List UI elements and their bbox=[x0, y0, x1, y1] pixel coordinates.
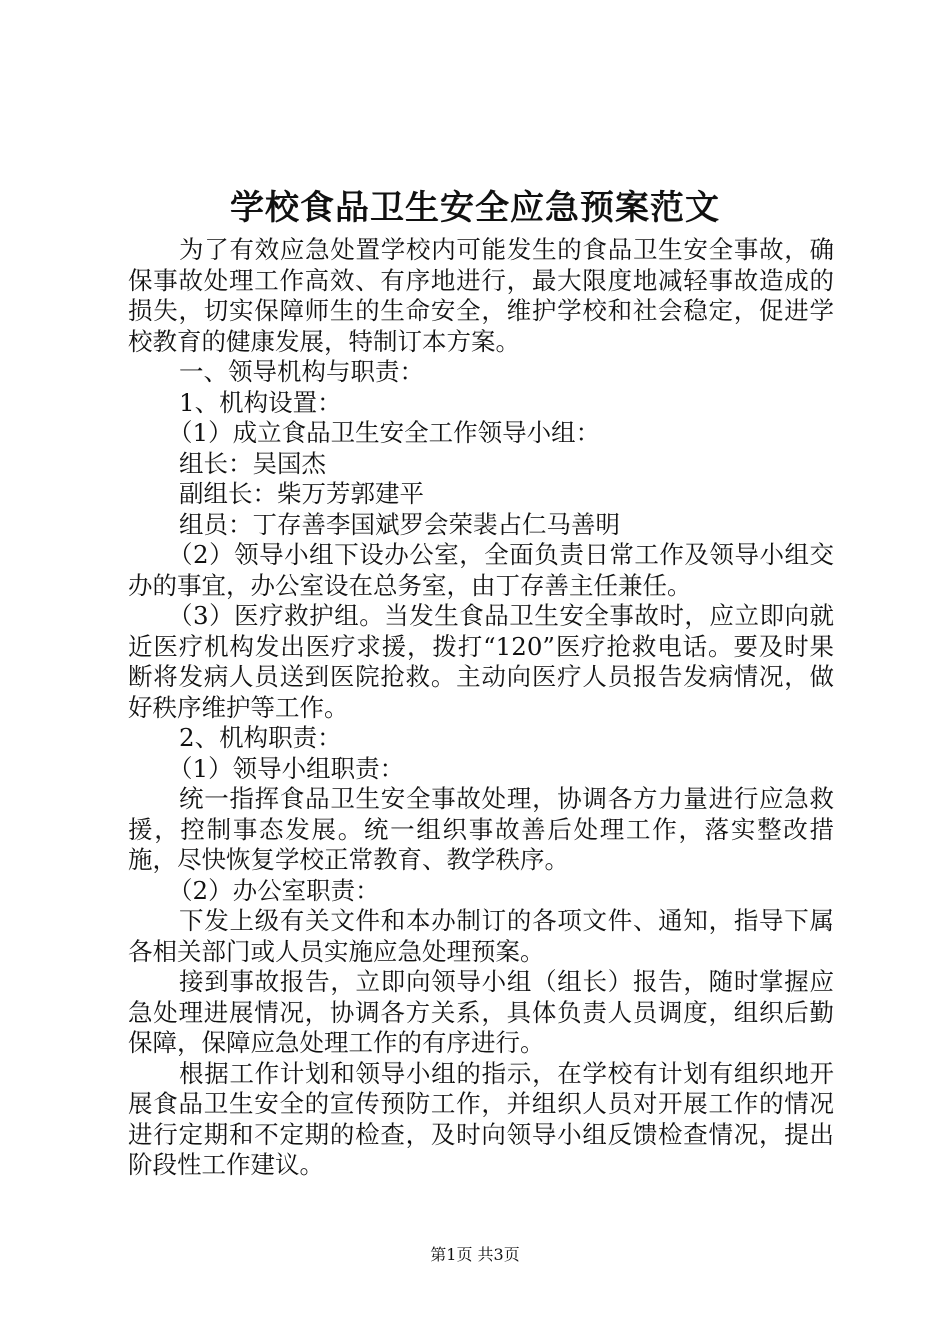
paragraph-group-leader: 组长：吴国杰 bbox=[179, 448, 326, 478]
paragraph-office-duty-1: 下发上级有关文件和本办制订的各项文件、通知，指导下属各相关部门或人员实施应急处理预案。 bbox=[128, 906, 834, 966]
paragraph-leading-group: （1）成立食品卫生安全工作领导小组： bbox=[168, 418, 601, 447]
paragraph-office-duty-3: 根据工作计划和领导小组的指示，在学校有计划有组织地开展食品卫生安全的宣传预防工作，并组织人员对开展工作的情况进行定期和不定期的检查，及时向领导小组反馈检查情况，提出阶段性工作建议。 bbox=[128, 1058, 834, 1179]
paragraph-medical-team: （3）医疗救护组。当发生食品卫生安全事故时，应立即向就近医疗机构发出医疗求援，拨打“120”医疗抢救电话。要及时果断将发病人员送到医院抢救。主动向医疗人员报告发病情况，做好秩序维护等工作。 bbox=[128, 601, 834, 722]
subsection-heading-duties: 2、机构职责： bbox=[179, 723, 342, 752]
paragraph-members: 组员：丁存善李国斌罗会荣裴占仁马善明 bbox=[179, 509, 620, 539]
subsection-heading-setup: 1、机构设置： bbox=[179, 387, 342, 417]
paragraph-office-duties-heading: （2）办公室职责： bbox=[168, 875, 380, 905]
document-title: 学校食品卫生安全应急预案范文 bbox=[230, 188, 720, 228]
paragraph-office-duty-2: 接到事故报告，立即向领导小组（组长）报告，随时掌握应急处理进展情况，协调各方关系，具体负责人员调度，组织后勤保障，保障应急处理工作的有序进行。 bbox=[128, 967, 834, 1057]
paragraph-group-duties-heading: （1）领导小组职责： bbox=[168, 753, 405, 783]
paragraph-intro: 为了有效应急处置学校内可能发生的食品卫生安全事故，确保事故处理工作高效、有序地进行，最大限度地减轻事故造成的损失，切实保障师生的生命安全，维护学校和社会稳定，促进学校教育的健康发展，特制订本方案。 bbox=[128, 235, 834, 356]
paragraph-office: （2）领导小组下设办公室，全面负责日常工作及领导小组交办的事宜，办公室设在总务室，由丁存善主任兼任。 bbox=[128, 540, 834, 600]
page-number-footer: 第1页 共3页 bbox=[430, 1245, 520, 1264]
section-heading-leadership: 一、领导机构与职责： bbox=[179, 357, 424, 386]
paragraph-deputy-leader: 副组长：柴万芳郭建平 bbox=[179, 479, 424, 508]
document-body bbox=[128, 235, 834, 1181]
paragraph-group-duties: 统一指挥食品卫生安全事故处理，协调各方力量进行应急救援，控制事态发展。统一组织事故善后处理工作，落实整改措施，尽快恢复学校正常教育、教学秩序。 bbox=[128, 784, 834, 874]
